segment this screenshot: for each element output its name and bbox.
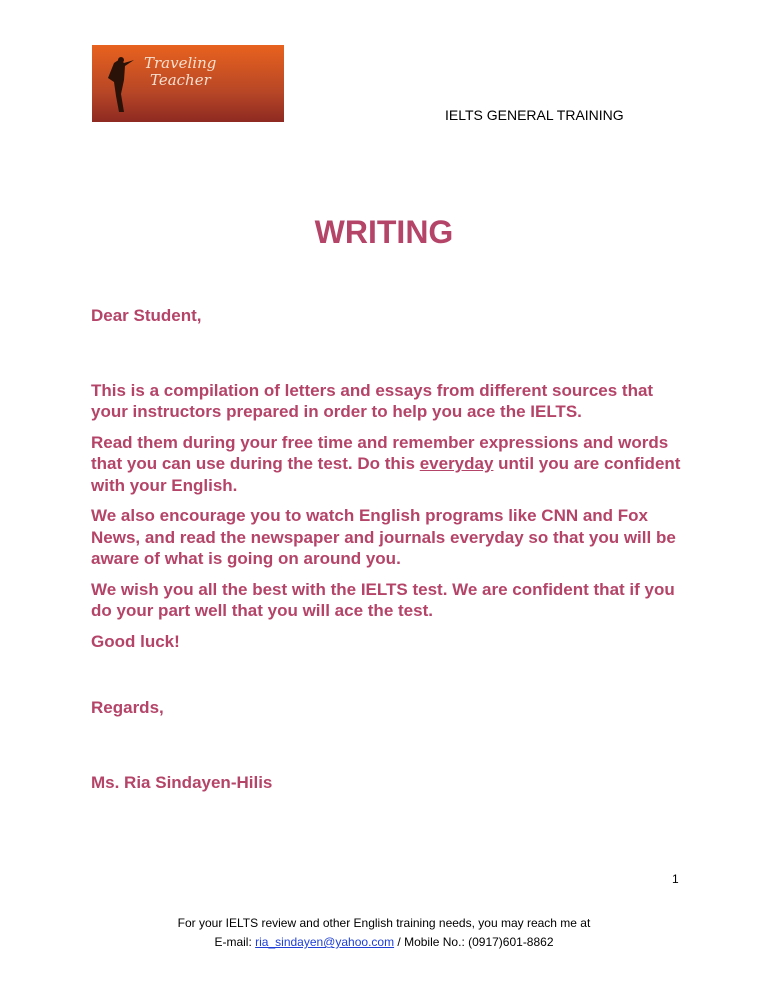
- email-link[interactable]: ria_sindayen@yahoo.com: [255, 935, 395, 949]
- logo-line2: Teacher: [150, 71, 211, 89]
- closing: Regards,: [91, 698, 164, 717]
- footer-line1: For your IELTS review and other English training needs, you may reach me at: [177, 916, 591, 930]
- signature: Ms. Ria Sindayen-Hilis: [91, 772, 273, 792]
- paragraph-1: This is a compilation of letters and essays from different sources that your instructors prepared in order to help you ace the IELTS.: [91, 380, 654, 421]
- paragraph-3: We also encourage you to watch English programs like CNN and Fox News, and read the newspaper and journals everyday so that you will be aware of what is going on around you.: [91, 506, 676, 568]
- traveling-teacher-logo: [92, 45, 284, 122]
- paragraph-5: Good luck!: [91, 631, 180, 651]
- page-title: WRITING: [314, 214, 454, 250]
- underlined-everyday: everyday: [419, 454, 494, 473]
- paragraph-2: [91, 432, 691, 497]
- greeting: Dear Student,: [91, 306, 202, 325]
- p2-text-end: until you are confident with your English.: [91, 454, 681, 495]
- paragraph-4: We wish you all the best with the IELTS test. We are confident that if you do your part well that you will ace the test.: [91, 579, 675, 620]
- email-label: E-mail:: [214, 935, 256, 949]
- p2-text: Read them during your free time and remember expressions and words that you can use during the test. Do this: [91, 432, 669, 473]
- letter-body: [91, 305, 691, 802]
- footer: [0, 914, 768, 952]
- mobile-number: / Mobile No.: (0917)601-8862: [394, 935, 554, 949]
- person-silhouette-icon: [92, 45, 142, 122]
- logo-line1: Traveling: [144, 54, 217, 72]
- page-number: 1: [672, 872, 679, 886]
- document-header: IELTS GENERAL TRAINING: [445, 107, 624, 123]
